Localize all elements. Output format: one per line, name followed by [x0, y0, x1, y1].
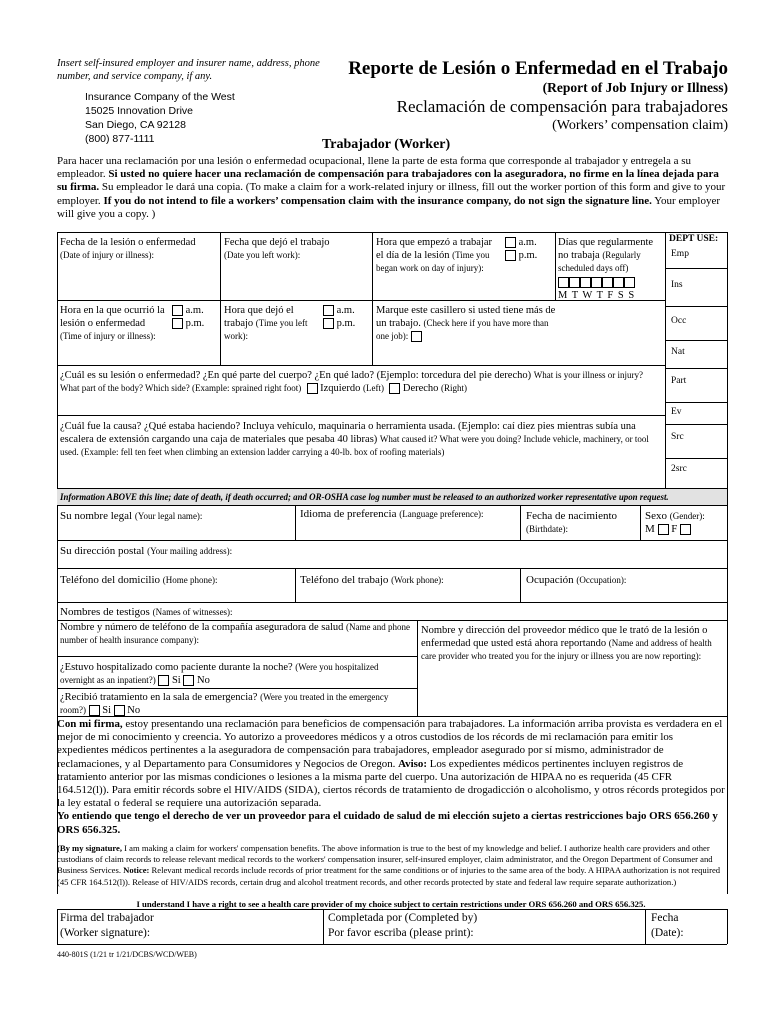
time-left-am-checkbox[interactable]	[323, 305, 334, 316]
intro-paragraph	[57, 155, 727, 221]
witnesses-field[interactable]	[60, 606, 233, 619]
hospitalized-field	[60, 661, 415, 687]
injury-description-field[interactable]	[60, 369, 660, 395]
male-checkbox[interactable]	[658, 524, 669, 535]
work-phone-label-en: (Work phone):	[391, 575, 444, 585]
consent-aviso-body: Los expedientes médicos pertinentes incluyen registros de tratamiento anterior por las mismas condiciones o lesiones a la misma parte del cuerpo. Una autorización de HIPAA no es requerida (45 CFR 164.512(l)). Para emitir récords sobre el HIV/AIDS (SIDA), ciertos récords de tratamiento de drogadicción o alcoholismo, y otros récords protegidos por la ley estatal o federal se requiere una autorización separada.	[57, 757, 725, 810]
dept-ev: Ev	[671, 407, 682, 417]
female-label: F	[671, 523, 678, 535]
birthdate-label: Fecha de nacimiento	[526, 510, 618, 522]
am-label: a.m.	[518, 237, 537, 248]
signature-date-label: Fecha	[651, 912, 679, 924]
provider-label-en: (Name and address of health care provider who treated you for the injury or illness you are now reporting):	[421, 638, 712, 661]
day-checkbox[interactable]	[602, 277, 613, 288]
home-phone-label: Teléfono del domicilio	[60, 574, 161, 586]
time-occurred-label: Hora en la que ocurrió la lesión o enfermedad	[60, 305, 165, 329]
dept-part: Part	[671, 376, 687, 386]
day-checkbox[interactable]	[580, 277, 591, 288]
language-label-en: (Language preference):	[399, 509, 484, 519]
time-left-pm-checkbox[interactable]	[323, 318, 334, 329]
time-occurred-field	[60, 304, 165, 343]
completed-by-label-en: Por favor escriba (please print):	[328, 927, 474, 939]
dept-use-title: DEPT USE:	[669, 234, 719, 244]
dept-2src: 2src	[671, 464, 687, 474]
insurer-name: Insurance Company of the West	[85, 91, 235, 103]
time-began-label-en: (Time you began work on day of injury):	[376, 250, 490, 273]
day-checkbox[interactable]	[613, 277, 624, 288]
legal-name-label: Su nombre legal	[60, 510, 133, 522]
consent-notice-body: Relevant medical records include records of prior treatment for the same conditions or of injuries to the same area of the body. A HIPAA authorization is not required (45 CFR 164.512(l)). Release of HIV/AIDS records, certain drug and alcohol treatment records, and other records protected by state and federal law require separate authorization.)	[57, 865, 721, 887]
subtitle-en: (Workers’ compensation claim)	[552, 118, 728, 133]
intro-text-2: Si usted no quiere hacer una reclamación de compensación para trabajadores con la aseguradora, no firme en la línea dejada para su firma.	[57, 168, 719, 194]
consent-spanish	[57, 718, 725, 837]
am-label: a.m.	[336, 305, 355, 316]
consent-body-es: estoy presentando una reclamación para beneficios de compensación para trabajadores. La información arriba provista es verdadera en el mejor de mi conocimiento y creencia. Yo autorizo a proveedores médicos y a otros custodios de los récords de mi reclamación para emitir los expedientes médicos pertinentes a la aseguradora de compensación para trabajadores, empleador asegurado por sí mismo, administrador de reclamaciones, y al Departamento para Consumidores y Negocios de Oregon.	[57, 718, 723, 770]
cause-label: ¿Cuál fue la causa? ¿Qué estaba haciendo? Incluya vehículo, maquinaria o herramienta usada. (Ejemplo: caí diez pies mientras subía una escalera de extensión cargando una caja de materiales que pesaba 40 libras)	[60, 421, 636, 445]
insurer-phone: (800) 877-1111	[85, 133, 155, 145]
time-began-pm-checkbox[interactable]	[505, 250, 516, 261]
pm-label: p.m.	[518, 250, 538, 261]
legal-name-label-en: (Your legal name):	[134, 511, 203, 521]
male-label: M	[645, 523, 655, 535]
completed-by-label: Completada por (Completed by)	[328, 912, 478, 924]
left-side-checkbox[interactable]	[307, 383, 318, 394]
work-phone-field[interactable]	[300, 574, 444, 587]
provider-label: Nombre y dirección del proveedor médico que le trató de la lesión o enfermedad que usted está ahora reportando	[421, 625, 708, 649]
consent-notice: Notice:	[123, 865, 150, 876]
hospitalized-label-en: (Were you hospitalized overnight as an inpatient?)	[60, 662, 379, 685]
time-began-ampm	[505, 236, 537, 262]
female-checkbox[interactable]	[680, 524, 691, 535]
witnesses-label-en: (Names of witnesses):	[152, 607, 233, 617]
day-checkbox[interactable]	[624, 277, 635, 288]
language-field[interactable]	[300, 508, 483, 521]
home-phone-field[interactable]	[60, 574, 218, 587]
hospitalized-label: ¿Estuvo hospitalizado como paciente durante la noche?	[60, 662, 293, 673]
language-label: Idioma de preferencia	[300, 508, 397, 520]
date-of-injury-label-en: (Date of injury or illness):	[60, 250, 154, 260]
title-en: (Report of Job Injury or Illness)	[542, 80, 728, 95]
pm-label: p.m.	[336, 318, 356, 329]
insurer-block	[85, 90, 235, 146]
dept-occ: Occ	[671, 316, 687, 326]
time-began-am-checkbox[interactable]	[505, 237, 516, 248]
witnesses-label: Nombres de testigos	[60, 606, 150, 618]
health-insurance-label: Nombre y número de teléfono de la compañía aseguradora de salud	[60, 622, 344, 633]
right-side-label: Derecho	[402, 383, 439, 394]
right-side-checkbox[interactable]	[389, 383, 400, 394]
no-label: No	[127, 705, 141, 716]
more-than-one-job-checkbox[interactable]	[411, 331, 422, 342]
more-than-one-job-label: Marque este casillero si usted tiene más de un trabajo.	[376, 305, 556, 329]
emergency-no-checkbox[interactable]	[114, 705, 125, 716]
header-instructions: Insert self-insured employer and insurer name, address, phone number, and service company, if any.	[57, 58, 320, 82]
time-occurred-am-checkbox[interactable]	[172, 305, 183, 316]
mailing-address-label: Su dirección postal	[60, 545, 145, 557]
subtitle-es: Reclamación de compensación para trabajadores	[396, 97, 728, 116]
emergency-yes-checkbox[interactable]	[89, 705, 100, 716]
consent-lead-en: (By my signature,	[57, 843, 123, 853]
completed-by-field[interactable]	[328, 911, 477, 941]
home-phone-label-en: (Home phone):	[162, 575, 218, 585]
pm-label: p.m.	[185, 318, 205, 329]
occupation-field[interactable]	[526, 574, 626, 587]
signature-date-field[interactable]	[651, 911, 684, 941]
yes-label: Si	[171, 675, 181, 686]
injury-question-label: ¿Cuál es su lesión o enfermedad? ¿En qué parte del cuerpo? ¿En qué lado? (Ejemplo: torcedura del pie derecho)	[60, 370, 532, 381]
emergency-field	[60, 691, 415, 717]
time-began-label: Hora que empezó a trabajar el día de la lesión	[376, 237, 493, 261]
occupation-label-en: (Occupation):	[576, 575, 627, 585]
intro-text-3: Su empleador le dará una copia. (To make a claim for a work-related injury or illness, fill out the worker portion of this form and give to your employer.	[57, 181, 726, 207]
time-left-ampm	[323, 304, 355, 330]
health-insurance-field[interactable]	[60, 621, 412, 647]
worker-signature-label: Firma del trabajador	[60, 912, 154, 924]
time-occurred-pm-checkbox[interactable]	[172, 318, 183, 329]
consent-right-en: I understand I have a right to see a health care provider of my choice subject to certain restrictions under ORS 656.260 and ORS 656.325.	[136, 899, 646, 909]
days-off-field	[558, 236, 664, 302]
provider-field[interactable]	[421, 624, 725, 663]
dept-nat: Nat	[671, 347, 685, 357]
time-occurred-label-en: (Time of injury or illness):	[60, 331, 156, 341]
occupation-label: Ocupación	[526, 574, 574, 586]
left-side-label: Izquierdo	[320, 383, 361, 394]
gender-label-en: (Gender):	[669, 511, 705, 521]
consent-right-es: Yo entiendo que tengo el derecho de ver un proveedor para el cuidado de salud de mi elección sujeto a ciertas restricciones bajo ORS 656.260 y ORS 656.325.	[57, 810, 718, 836]
consent-body-en: I am making a claim for workers' compensation benefits. The above information is true to the best of my knowledge and belief. I authorize health care providers and other custodians of claim records to release relevant medical records to the workers' compensation insurer, self-insured employer, claim administrator, and the Oregon Department of Consumer and Business Services.	[57, 843, 713, 876]
form-number: 440-801S (1/21 tr 1/21/DCBS/WCD/WEB)	[57, 950, 197, 959]
date-left-work-field[interactable]	[224, 236, 370, 262]
day-checkbox[interactable]	[558, 277, 569, 288]
date-of-injury-field[interactable]	[60, 236, 218, 262]
consent-aviso: Aviso:	[398, 757, 427, 770]
signature-date-label-en: (Date):	[651, 927, 684, 939]
dept-emp: Emp	[671, 249, 689, 259]
health-insurance-label-en: (Name and phone number of health insurance company):	[60, 622, 411, 645]
release-notice: Information ABOVE this line; date of death, if death occurred; and OR-OSHA case log number must be released to an authorized worker representative upon request.	[57, 489, 727, 506]
date-left-work-label: Fecha que dejó el trabajo	[224, 237, 330, 248]
insurer-street: 15025 Innovation Drive	[85, 105, 193, 117]
birthdate-label-en: (Birthdate):	[526, 524, 568, 534]
days-off-checkboxes[interactable]	[558, 276, 664, 289]
days-off-label-en: (Regularly scheduled days off)	[558, 250, 641, 273]
date-of-injury-label: Fecha de la lesión o enfermedad	[60, 237, 196, 248]
more-than-one-job-field	[376, 304, 556, 343]
days-off-label: Días que regularmente no trabaja	[558, 237, 654, 261]
consent-english	[57, 843, 725, 888]
title-es: Reporte de Lesión o Enfermedad en el Trabajo	[348, 58, 728, 79]
time-left-field	[224, 304, 316, 343]
time-occurred-ampm	[172, 304, 204, 330]
yes-label: Si	[102, 705, 112, 716]
no-label: No	[196, 675, 210, 686]
time-began-field	[376, 236, 502, 275]
dept-ins: Ins	[671, 280, 683, 290]
cause-label-en: What caused it? What were you doing? Include vehicle, machinery, or tool used. (Example: fell ten feet when climbing an extension ladder carrying a 40-lb. box of roofing materials)	[60, 434, 649, 457]
emergency-label-en: (Were you treated in the emergency room?)	[60, 692, 389, 715]
date-left-work-label-en: (Date you left work):	[224, 250, 301, 260]
time-left-label-en: (Time you left work):	[224, 318, 308, 341]
more-than-one-job-label-en: (Check here if you have more than one job):	[376, 318, 549, 341]
intro-text-1: Para hacer una reclamación por una lesión o enfermedad ocupacional, llene la parte de esta forma que corresponde al trabajador y entregela a su empleador.	[57, 155, 692, 181]
left-side-label-en: (Left)	[363, 383, 384, 393]
worker-signature-label-en: (Worker signature):	[60, 927, 151, 939]
birthdate-field[interactable]	[526, 510, 617, 536]
legal-name-field[interactable]	[60, 510, 202, 523]
intro-text-5: Your employer will give you a copy. )	[57, 194, 720, 220]
am-label: a.m.	[185, 305, 204, 316]
dept-src: Src	[671, 432, 684, 442]
right-side-label-en: (Right)	[441, 383, 468, 393]
intro-text-4: If you do not intend to file a workers’ compensation claim with the insurance company, do not sign the signature line.	[103, 194, 652, 207]
injury-question-label-en: What is your illness or injury? What part of the body? Which side? (Example: sprained right foot)	[60, 370, 643, 393]
cause-field[interactable]	[60, 420, 662, 459]
day-checkbox[interactable]	[591, 277, 602, 288]
mailing-address-label-en: (Your mailing address):	[147, 546, 233, 556]
consent-lead-es: Con mi firma,	[57, 718, 123, 730]
emergency-label: ¿Recibió tratamiento en la sala de emergencia?	[60, 692, 258, 703]
days-of-week: M T W T F S S	[558, 290, 636, 301]
gender-field	[645, 510, 705, 536]
worker-signature-field[interactable]	[60, 911, 154, 941]
hospitalized-yes-checkbox[interactable]	[158, 675, 169, 686]
work-phone-label: Teléfono del trabajo	[300, 574, 389, 586]
time-left-label: Hora que dejó el trabajo	[224, 305, 294, 329]
hospitalized-no-checkbox[interactable]	[183, 675, 194, 686]
section-title: Trabajador (Worker)	[322, 137, 451, 152]
day-checkbox[interactable]	[569, 277, 580, 288]
gender-label: Sexo	[645, 510, 667, 522]
insurer-city: San Diego, CA 92128	[85, 119, 186, 131]
mailing-address-field[interactable]	[60, 545, 232, 558]
